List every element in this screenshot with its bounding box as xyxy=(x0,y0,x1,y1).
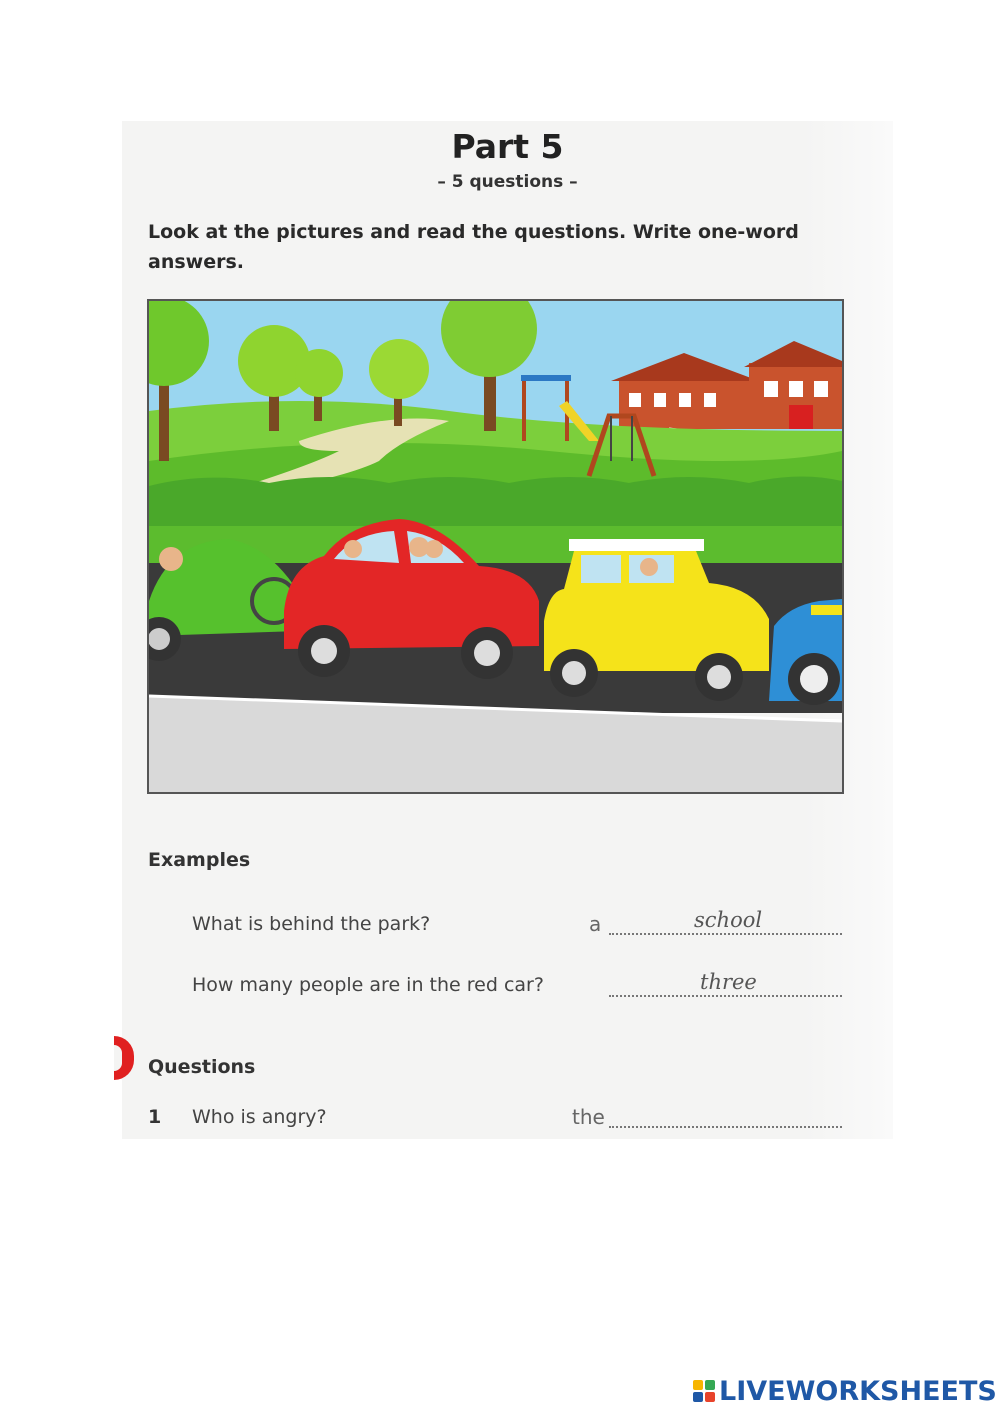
answer-input-1[interactable] xyxy=(609,1126,842,1128)
example-answer-2: three xyxy=(700,970,757,994)
example-answer-1: school xyxy=(694,908,763,932)
question-prefix-1: the xyxy=(572,1105,605,1129)
example-question-1: What is behind the park? xyxy=(192,913,431,935)
questions-heading: Questions xyxy=(148,1056,256,1078)
example-answer-line-1 xyxy=(609,933,842,935)
page-edge-mark xyxy=(114,1036,134,1080)
question-text-1: Who is angry? xyxy=(192,1106,327,1128)
example-prefix-1: a xyxy=(589,912,602,936)
liveworksheets-logo-icon xyxy=(693,1380,715,1402)
page-title: Part 5 xyxy=(451,127,564,166)
examples-heading: Examples xyxy=(148,849,251,871)
instructions-text: Look at the pictures and read the questions. Write one-word answers. xyxy=(148,221,799,273)
liveworksheets-logo[interactable] xyxy=(693,1374,997,1408)
question-number-1: 1 xyxy=(148,1106,162,1128)
page-subtitle: – 5 questions – xyxy=(437,172,578,192)
worksheet-page xyxy=(122,121,893,1139)
example-answer-line-2 xyxy=(609,995,842,997)
park-traffic-illustration xyxy=(147,299,844,794)
example-question-2: How many people are in the red car? xyxy=(192,974,544,996)
liveworksheets-wordmark: LIVEWORKSHEETS xyxy=(719,1375,997,1407)
